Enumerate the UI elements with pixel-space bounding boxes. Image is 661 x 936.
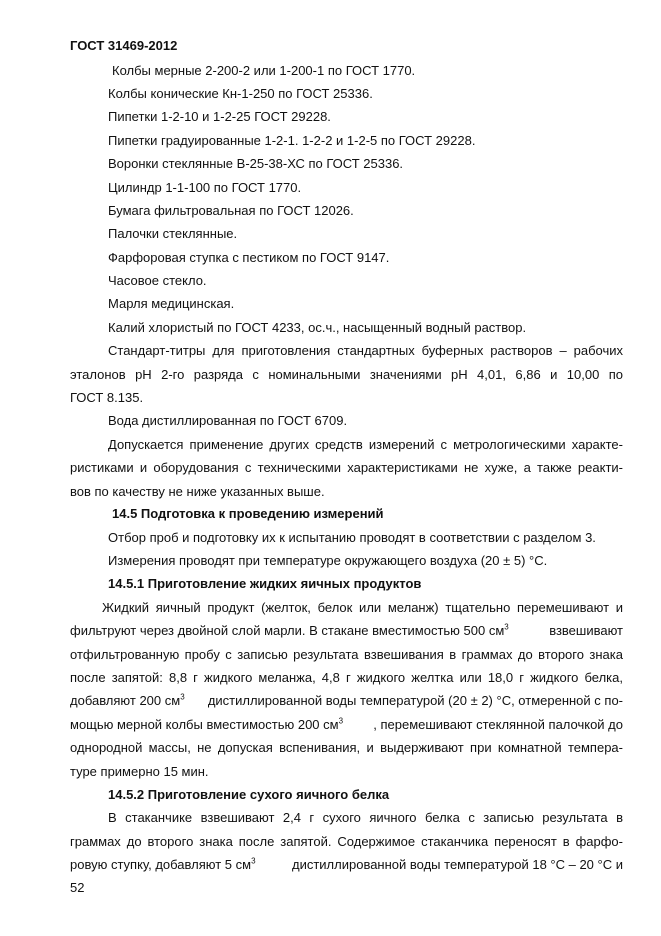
superscript: 3 (180, 692, 185, 702)
text-line: Бумага фильтровальная по ГОСТ 12026. (108, 203, 354, 218)
text-line: Фарфоровая ступка с пестиком по ГОСТ 9147. (108, 250, 390, 265)
text-fragment: взвешивают (549, 623, 623, 638)
text-line: после запятой: 8,8 г жидкого меланжа, 4,8 г жидкого желтка или 18,0 г жидкого белка, (70, 670, 623, 685)
text-line: эталонов рН 2-го разряда с номинальными значениями рН 4,01, 6,86 и 10,00 по (70, 367, 623, 382)
text-line: Часовое стекло. (108, 273, 207, 288)
text-line: Пипетки градуированные 1-2-1. 1-2-2 и 1-2-5 по ГОСТ 29228. (108, 133, 476, 148)
text-line: Цилиндр 1-1-100 по ГОСТ 1770. (108, 180, 302, 195)
text-line: однородной массы, не допуская вспенивания, и выдерживают при комнатной темпера- (70, 740, 623, 755)
text-line: В стаканчике взвешивают 2,4 г сухого яичного белка с записью результата в (108, 810, 623, 825)
section-heading: 14.5.2 Приготовление сухого яичного белка (108, 787, 390, 802)
text-line: Жидкий яичный продукт (желток, белок или меланж) тщательно перемешивают и (102, 600, 623, 615)
text-line: Пипетки 1-2-10 и 1-2-25 ГОСТ 29228. (108, 109, 331, 124)
text-fragment: дистиллированной воды температурой 18 °С – 20 °С и (291, 857, 623, 872)
text-line: Марля медицинская. (108, 296, 235, 311)
text-line: Вода дистиллированная по ГОСТ 6709. (108, 413, 348, 428)
page-number: 52 (70, 880, 85, 895)
text-fragment: добавляют 200 $см^3$ (70, 692, 185, 708)
text-fragment: ровую ступку, добавляют 5 $см^3$ (70, 856, 256, 872)
text-fragment: фильтруют через двойной слой марли. В стакане вместимостью 500 $см^3$ (70, 622, 509, 638)
text-line: отфильтрованную пробу с записью результата взвешивания в граммах до второго знака (70, 647, 623, 662)
text-line: Измерения проводят при температуре окружающего воздуха (20 ± 5) °С. (108, 553, 548, 568)
text-line: Отбор проб и подготовку их к испытанию проводят в соответствии с разделом 3. (108, 530, 596, 545)
text-line: Допускается применение других средств измерений с метрологическими характе- (108, 437, 623, 452)
text-fragment: дистиллированной воды температурой (20 ± 2) °С, отмеренной с по- (207, 693, 623, 708)
superscript: 3 (338, 716, 344, 726)
text-line: Стандарт-титры для приготовления стандартных буферных растворов – рабочих (108, 343, 623, 358)
superscript: 3 (504, 622, 509, 632)
text-line (70, 623, 623, 638)
text-line: Калий хлористый по ГОСТ 4233, ос.ч., насыщенный водный раствор. (108, 320, 527, 335)
text-fragment: мощью мерной колбы вместимостью 200 $см^3$ (70, 716, 344, 732)
text-line (70, 857, 623, 872)
text-line (70, 717, 623, 732)
text-line: ристиками и оборудования с техническими характеристиками не хуже, а также реакти- (70, 460, 623, 475)
section-heading: 14.5 Подготовка к проведению измерений (112, 506, 384, 521)
text-fragment: , перемешивают стеклянной палочкой до (373, 717, 623, 732)
superscript: 3 (251, 856, 256, 866)
text-line: Палочки стеклянные. (108, 226, 238, 241)
section-heading: 14.5.1 Приготовление жидких яичных продуктов (108, 576, 422, 591)
document-header: ГОСТ 31469-2012 (70, 38, 178, 53)
text-line: вов по качеству не ниже указанных выше. (70, 484, 325, 499)
text-line (70, 693, 623, 708)
text-line: туре примерно 15 мин. (70, 764, 209, 779)
text-line: Колбы мерные 2-200-2 или 1-200-1 по ГОСТ 1770. (112, 63, 416, 78)
text-line: ГОСТ 8.135. (70, 390, 144, 405)
text-line: Колбы конические Кн-1-250 по ГОСТ 25336. (108, 86, 373, 101)
text-line: граммах до второго знака после запятой. Содержимое стаканчика переносят в фарфо- (70, 834, 623, 849)
text-line: Воронки стеклянные В-25-38-ХС по ГОСТ 25336. (108, 156, 404, 171)
